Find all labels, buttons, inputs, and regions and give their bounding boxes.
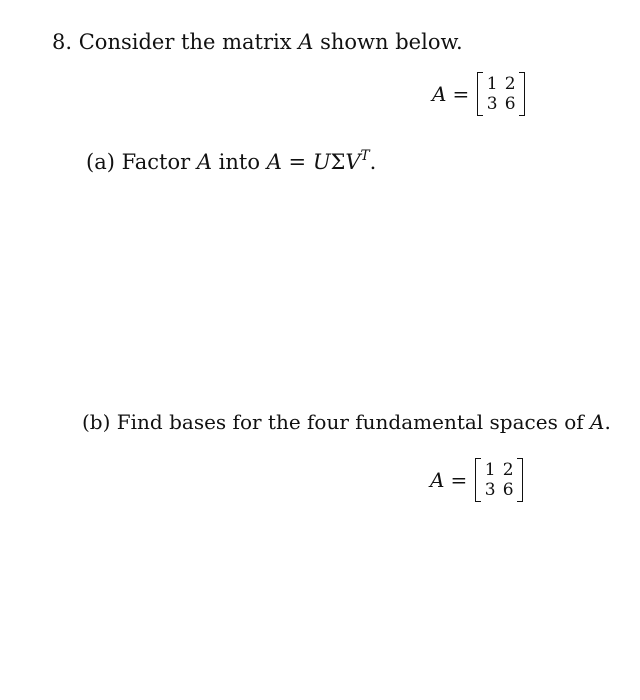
part-a-equals: = xyxy=(281,149,313,174)
matrix-cell: 6 xyxy=(502,480,514,500)
matrix-cell: 6 xyxy=(504,94,516,114)
part-a-period: . xyxy=(369,149,377,174)
left-bracket xyxy=(475,458,481,502)
problem-variable: A xyxy=(298,30,314,54)
equals-sign: = xyxy=(452,82,470,106)
part-a-into: into xyxy=(212,149,267,174)
matrix-label: A xyxy=(430,468,445,492)
matrix xyxy=(475,458,523,502)
matrix xyxy=(477,72,525,116)
matrix-cell: 3 xyxy=(486,94,498,114)
matrix-cell: 1 xyxy=(484,460,496,480)
left-bracket xyxy=(477,72,483,116)
problem-text-after: shown below. xyxy=(313,30,463,54)
part-a-transpose: T xyxy=(360,148,370,164)
matrix-cell: 2 xyxy=(502,460,514,480)
part-a-sigma: Σ xyxy=(330,149,346,174)
problem-text-before: Consider the matrix xyxy=(78,30,299,54)
matrix-cell: 3 xyxy=(484,480,496,500)
matrix-cell: 2 xyxy=(504,74,516,94)
matrix-equation-bottom xyxy=(430,458,523,502)
right-bracket xyxy=(519,72,525,116)
part-a-u: U xyxy=(312,149,331,174)
matrix-cell: 1 xyxy=(486,74,498,94)
problem-statement xyxy=(52,30,463,54)
part-a-text: Factor xyxy=(121,149,197,174)
part-b-var: A xyxy=(590,410,605,434)
matrix-label: A xyxy=(432,82,447,106)
part-a-var: A xyxy=(196,149,212,174)
part-a-label: (a) xyxy=(86,149,115,174)
part-a-question xyxy=(86,148,376,174)
part-a-var-2: A xyxy=(266,149,282,174)
right-bracket xyxy=(517,458,523,502)
part-b-label: (b) xyxy=(82,410,111,434)
equals-sign: = xyxy=(450,468,468,492)
part-b-period: . xyxy=(604,410,611,434)
problem-number: 8. xyxy=(52,30,73,54)
part-b-text: Find bases for the four fundamental spaces of xyxy=(116,410,590,434)
matrix-equation-top xyxy=(432,72,525,116)
part-a-v: V xyxy=(345,149,361,174)
part-b-question xyxy=(82,410,611,434)
